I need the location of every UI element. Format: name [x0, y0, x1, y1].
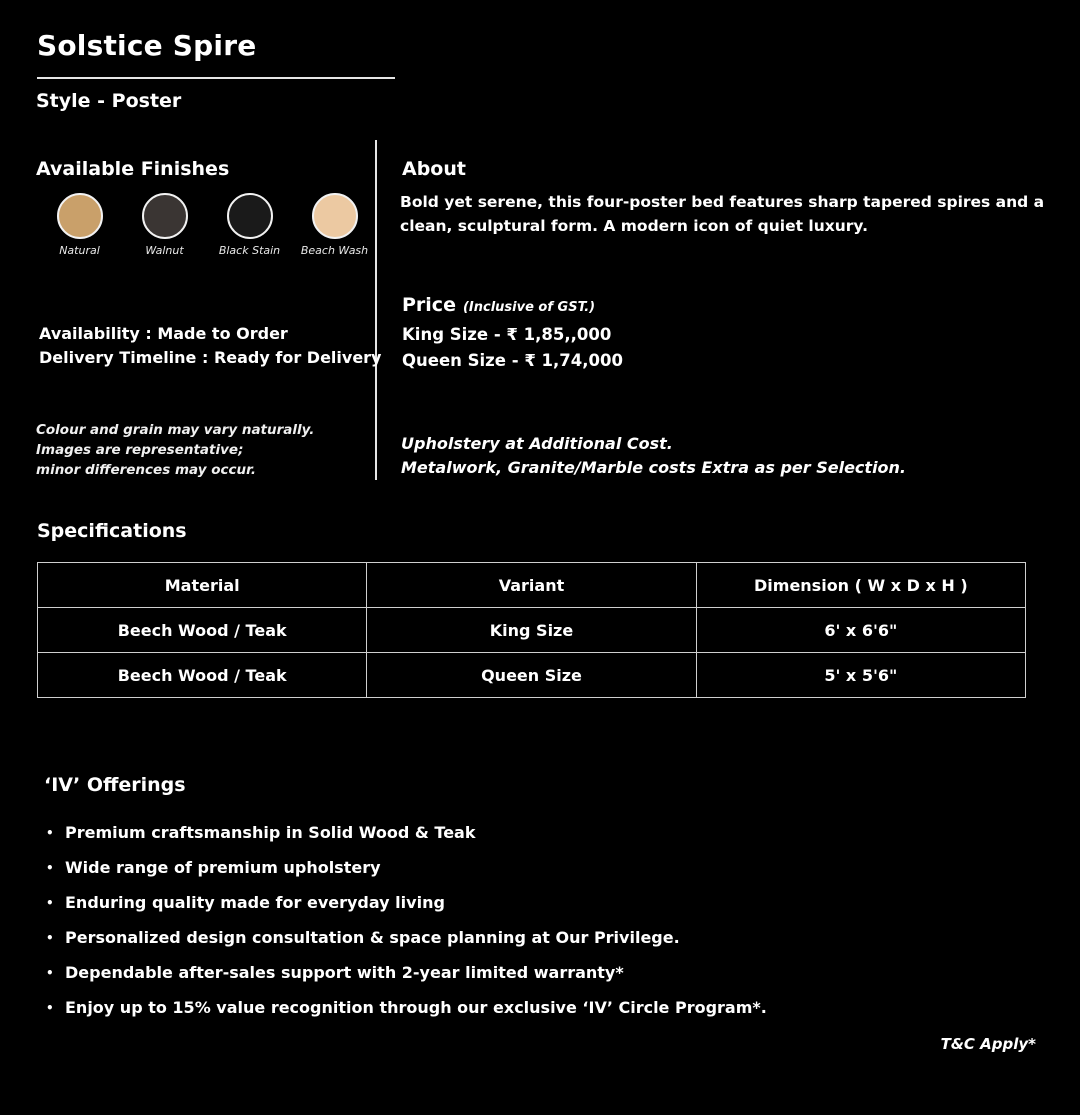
bullet-icon: •: [46, 895, 54, 910]
finish-label: Beach Wash: [300, 244, 369, 257]
table-row: [38, 653, 1026, 698]
finish-label: Black Stain: [218, 244, 281, 257]
list-item: [46, 990, 767, 1025]
king-price: King Size - ₹ 1,85,,000: [402, 325, 612, 344]
bullet-icon: •: [46, 825, 54, 840]
list-item: [46, 955, 767, 990]
offerings-list: [46, 815, 767, 1025]
delivery-timeline-line: Delivery Timeline : Ready for Delivery: [39, 348, 382, 367]
table-row: [38, 608, 1026, 653]
table-header-row: [38, 563, 1026, 608]
list-item-text: Personalized design consultation & space planning at Our Privilege.: [65, 928, 680, 947]
finish-swatch[interactable]: [142, 193, 188, 239]
offerings-heading: ‘IV’ Offerings: [44, 774, 186, 796]
disclaimer-line: minor differences may occur.: [36, 462, 256, 478]
price-note: (Inclusive of GST.): [462, 300, 596, 315]
price-heading: Price: [402, 294, 456, 316]
title-divider: [37, 77, 395, 79]
specifications-heading: Specifications: [37, 520, 187, 542]
list-item: [46, 850, 767, 885]
bullet-icon: •: [46, 1000, 54, 1015]
column-divider: [375, 140, 377, 480]
column-header-material: Material: [38, 563, 367, 608]
table-cell: 5' x 5'6": [696, 653, 1025, 698]
upholstery-note: Upholstery at Additional Cost.: [401, 434, 673, 453]
finish-swatch[interactable]: [57, 193, 103, 239]
finish-natural[interactable]: [37, 193, 122, 257]
table-cell: Beech Wood / Teak: [38, 653, 367, 698]
list-item-text: Dependable after-sales support with 2-year limited warranty*: [65, 963, 624, 982]
finishes-heading: Available Finishes: [36, 158, 230, 180]
list-item: [46, 815, 767, 850]
list-item: [46, 920, 767, 955]
bullet-icon: •: [46, 965, 54, 980]
column-header-variant: Variant: [367, 563, 696, 608]
finish-walnut[interactable]: [122, 193, 207, 257]
bullet-icon: •: [46, 860, 54, 875]
list-item-text: Wide range of premium upholstery: [65, 858, 381, 877]
list-item-text: Premium craftsmanship in Solid Wood & Teak: [65, 823, 476, 842]
list-item-text: Enjoy up to 15% value recognition through our exclusive ‘IV’ Circle Program*.: [65, 998, 767, 1017]
column-header-dimension: Dimension ( W x D x H ): [696, 563, 1025, 608]
finish-label: Walnut: [145, 244, 184, 257]
about-heading: About: [402, 158, 466, 180]
queen-price: Queen Size - ₹ 1,74,000: [402, 351, 623, 370]
finishes-list: [37, 193, 377, 257]
table-cell: 6' x 6'6": [696, 608, 1025, 653]
terms-note: T&C Apply*: [940, 1035, 1036, 1053]
disclaimer-line: Images are representative;: [36, 442, 244, 458]
finish-beach-wash[interactable]: [292, 193, 377, 257]
page-title: Solstice Spire: [37, 29, 257, 62]
list-item-text: Enduring quality made for everyday living: [65, 893, 445, 912]
table-cell: King Size: [367, 608, 696, 653]
price-heading-row: [402, 294, 595, 316]
about-text-line: clean, sculptural form. A modern icon of quiet luxury.: [400, 217, 868, 235]
finish-black-stain[interactable]: [207, 193, 292, 257]
style-subtitle: Style - Poster: [36, 90, 182, 112]
about-text-line: Bold yet serene, this four-poster bed features sharp tapered spires and a: [400, 193, 1045, 211]
metalwork-note: Metalwork, Granite/Marble costs Extra as per Selection.: [401, 458, 907, 477]
finish-label: Natural: [59, 244, 100, 257]
finish-swatch[interactable]: [312, 193, 358, 239]
availability-line: Availability : Made to Order: [39, 324, 288, 343]
bullet-icon: •: [46, 930, 54, 945]
disclaimer-line: Colour and grain may vary naturally.: [36, 422, 315, 438]
table-cell: Queen Size: [367, 653, 696, 698]
table-cell: Beech Wood / Teak: [38, 608, 367, 653]
specifications-table: [37, 562, 1026, 698]
finish-swatch[interactable]: [227, 193, 273, 239]
list-item: [46, 885, 767, 920]
